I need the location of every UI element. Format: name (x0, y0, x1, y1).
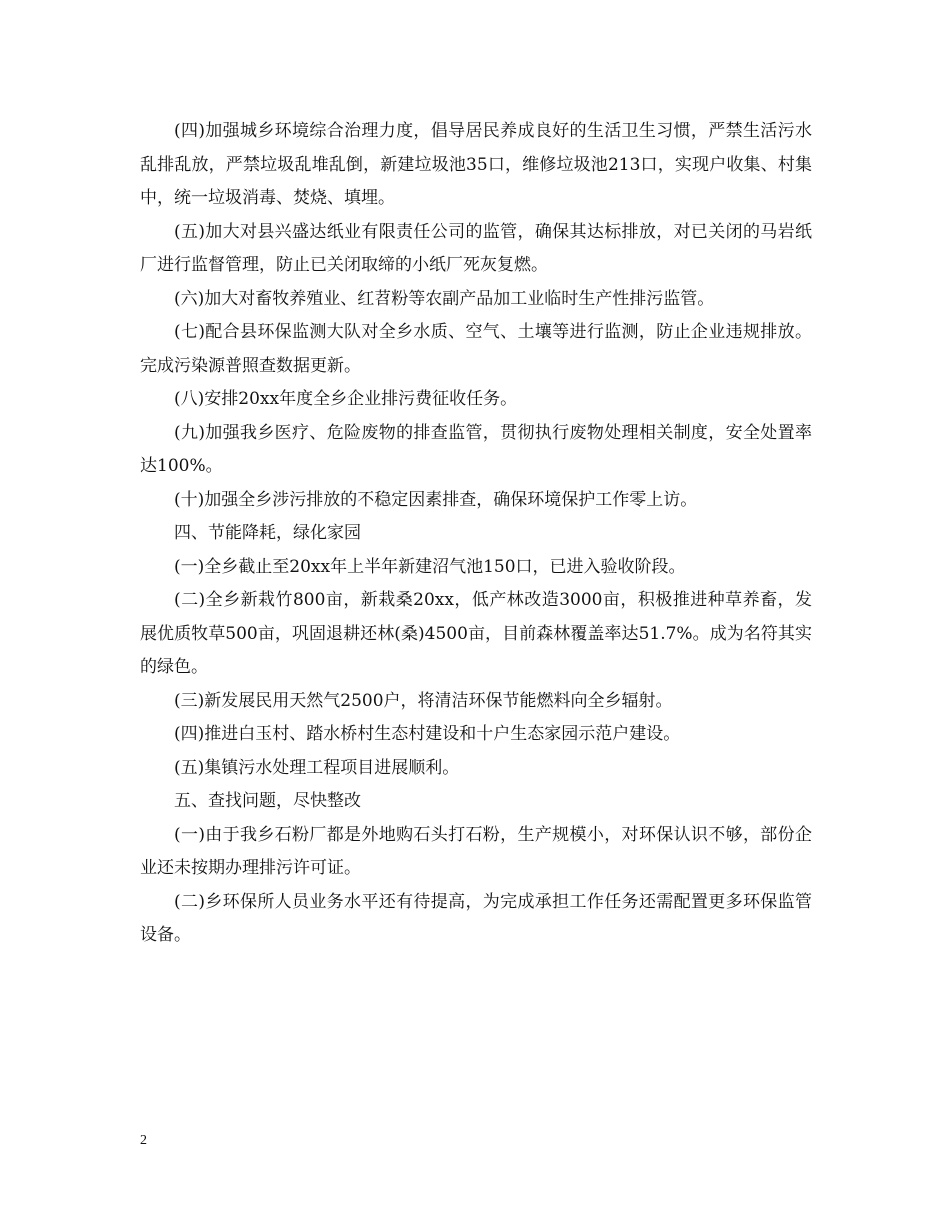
paragraph-three-natural-gas: (三)新发展民用天然气2500户，将清洁环保节能燃料向全乡辐射。 (174, 690, 673, 711)
paragraph-one-stone-powder: (一)由于我乡石粉厂都是外地购石头打石粉，生产规模小，对环保认识不够，部份企业还未按期办理排污许可证。 (140, 824, 812, 878)
page-number: 2 (140, 1133, 147, 1148)
paragraph-four-sanitation: (四)加强城乡环境综合治理力度，倡导居民养成良好的生活卫生习惯，严禁生活污水乱排乱放，严禁垃圾乱堆乱倒，新建垃圾池35口，维修垃圾池213口，实现户收集、村集中，统一垃圾消毒、焚烧、填埋。 (140, 121, 812, 208)
document-body (140, 115, 812, 953)
paragraph-nine-hazardous-waste: (九)加强我乡医疗、危险废物的排查监管，贯彻执行废物处理相关制度，安全处置率达100%。 (140, 422, 812, 476)
section-heading-energy-saving: 四、节能降耗，绿化家园 (174, 523, 361, 543)
section-heading-problems: 五、查找问题，尽快整改 (174, 791, 361, 811)
paragraph-two-staff: (二)乡环保所人员业务水平还有待提高，为完成承担工作任务还需配置更多环保监管设备。 (140, 891, 812, 945)
paragraph-eight-fees: (八)安排20xx年度全乡企业排污费征收任务。 (174, 389, 518, 409)
paragraph-one-biogas: (一)全乡截止至20xx年上半年新建沼气池150口，已进入验收阶段。 (174, 556, 686, 577)
paragraph-five-paper-mill: (五)加大对县兴盛达纸业有限责任公司的监管，确保其达标排放，对已关闭的马岩纸厂进行监督管理，防止已关闭取缔的小纸厂死灰复燃。 (140, 221, 812, 275)
paragraph-five-sewage: (五)集镇污水处理工程项目进展顺利。 (174, 757, 460, 778)
paragraph-seven-monitoring: (七)配合县环保监测大队对全乡水质、空气、土壤等进行监测，防止企业违规排放。完成污染源普照查数据更新。 (140, 322, 812, 376)
paragraph-ten-stability: (十)加强全乡涉污排放的不稳定因素排查，确保环境保护工作零上访。 (174, 489, 698, 510)
paragraph-two-forestry: (二)全乡新栽竹800亩，新栽桑20xx，低产林改造3000亩，积极推进种草养畜，发展优质牧草500亩，巩固退耕还林(桑)4500亩，目前森林覆盖率达51.7%。成为名符其实的绿色。 (140, 590, 812, 677)
paragraph-six-livestock: (六)加大对畜牧养殖业、红苕粉等农副产品加工业临时生产性排污监管。 (174, 288, 715, 309)
paragraph-four-eco-village: (四)推进白玉村、踏水桥村生态村建设和十户生态家园示范户建设。 (174, 724, 681, 744)
